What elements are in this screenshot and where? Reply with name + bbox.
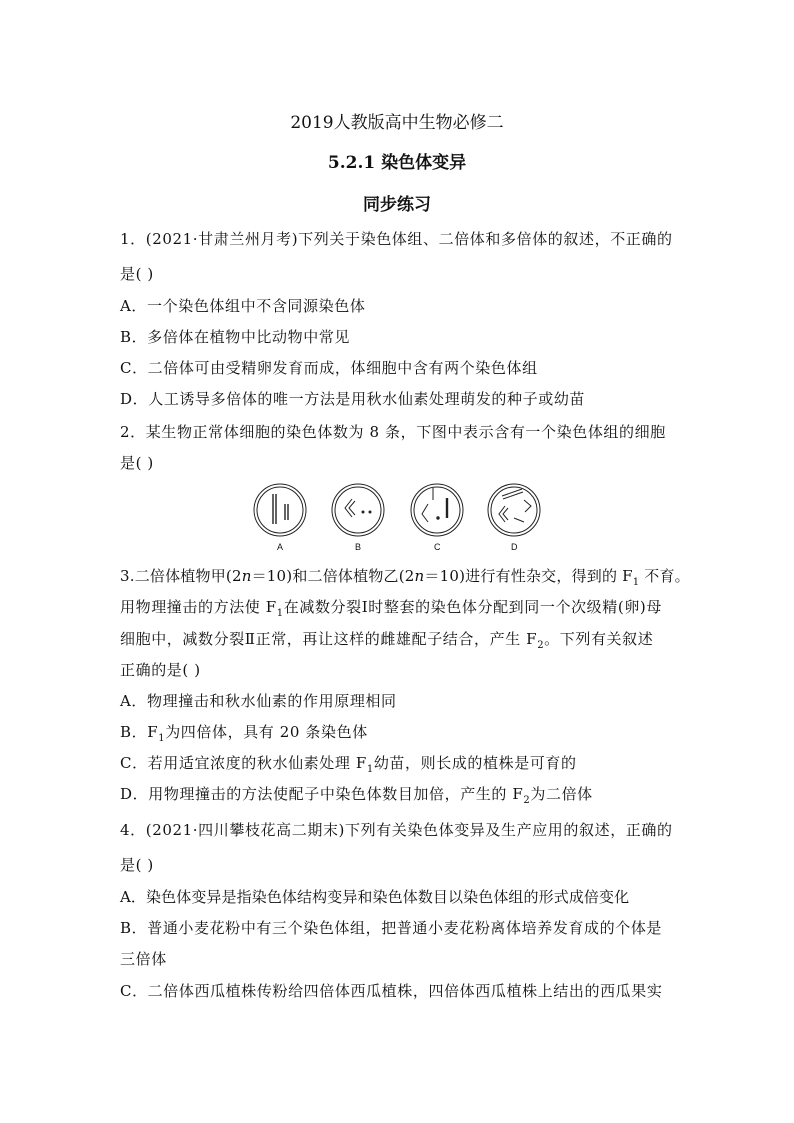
q4-option-c: C．二倍体西瓜植株传粉给四倍体西瓜植株，四倍体西瓜植株上结出的西瓜果实	[120, 982, 663, 1000]
section-title: 5.2.1 染色体变异	[327, 153, 467, 173]
q2-stem-line2: 是( )	[120, 454, 154, 472]
q1-option-b: B．多倍体在植物中比动物中常见	[120, 328, 351, 346]
q1-stem-line1: 1．(2021·甘肃兰州月考)下列关于染色体组、二倍体和多倍体的叙述，不正确的	[120, 230, 673, 248]
cell-diagrams	[252, 482, 552, 542]
q2-stem-line1: 2．某生物正常体细胞的染色体数为 8 条，下图中表示含有一个染色体组的细胞	[120, 423, 666, 441]
q3-option-c: C．若用适宜浓度的秋水仙素处理 $F_1$幼苗，则长成的植株是可育的	[120, 754, 577, 775]
page-title: 2019人教版高中生物必修二	[290, 113, 504, 133]
q3-stem-line2: 用物理撞击的方法使 $F_1$在减数分裂Ⅰ时整套的染色体分配到同一个次级精(卵)母	[120, 598, 662, 619]
q3-stem-line4: 正确的是( )	[120, 661, 201, 679]
chromosome-figure	[252, 482, 552, 554]
figure-label-c: C	[434, 542, 441, 552]
page-subtitle: 同步练习	[363, 195, 431, 215]
figure-label-d: D	[511, 542, 518, 552]
q1-stem-line2: 是( )	[120, 265, 154, 283]
cell-d-diagram	[488, 484, 540, 536]
q3-option-a: A．物理撞击和秋水仙素的作用原理相同	[120, 692, 397, 710]
q1-option-a: A．一个染色体组中不含同源染色体	[120, 297, 366, 315]
q4-stem-line2: 是( )	[120, 856, 154, 874]
q3-option-b: B．$F_1$为四倍体，具有 20 条染色体	[120, 723, 368, 744]
figure-label-a: A	[277, 542, 284, 552]
q4-stem-line1: 4．(2021·四川攀枝花高二期末)下列有关染色体变异及生产应用的叙述，正确的	[120, 821, 673, 839]
q4-option-a: A．染色体变异是指染色体结构变异和染色体数目以染色体组的形式成倍变化	[120, 888, 630, 906]
q3-stem-line3: 细胞中，减数分裂Ⅱ正常，再让这样的雌雄配子结合，产生 $F_2$。下列有关叙述	[120, 630, 654, 651]
cell-b-diagram	[332, 484, 384, 536]
q1-option-c: C．二倍体可由受精卵发育而成，体细胞中含有两个染色体组	[120, 359, 538, 377]
q3-stem-line1: 3.二倍体植物甲(2n＝10)和二倍体植物乙(2n＝10)进行有性杂交，得到的 $F_1$ 不育。	[120, 567, 690, 588]
q3-option-d: D．用物理撞击的方法使配子中染色体数目加倍，产生的 $F_2$为二倍体	[120, 785, 593, 806]
cell-a-diagram	[254, 484, 306, 536]
q1-option-d: D．人工诱导多倍体的唯一方法是用秋水仙素处理萌发的种子或幼苗	[120, 390, 586, 408]
q4-option-b-line1: B．普通小麦花粉中有三个染色体组，把普通小麦花粉离体培养发育成的个体是	[120, 919, 663, 937]
cell-c-diagram	[411, 484, 463, 536]
q4-option-b-line2: 三倍体	[120, 950, 167, 968]
figure-label-b: B	[355, 542, 362, 552]
